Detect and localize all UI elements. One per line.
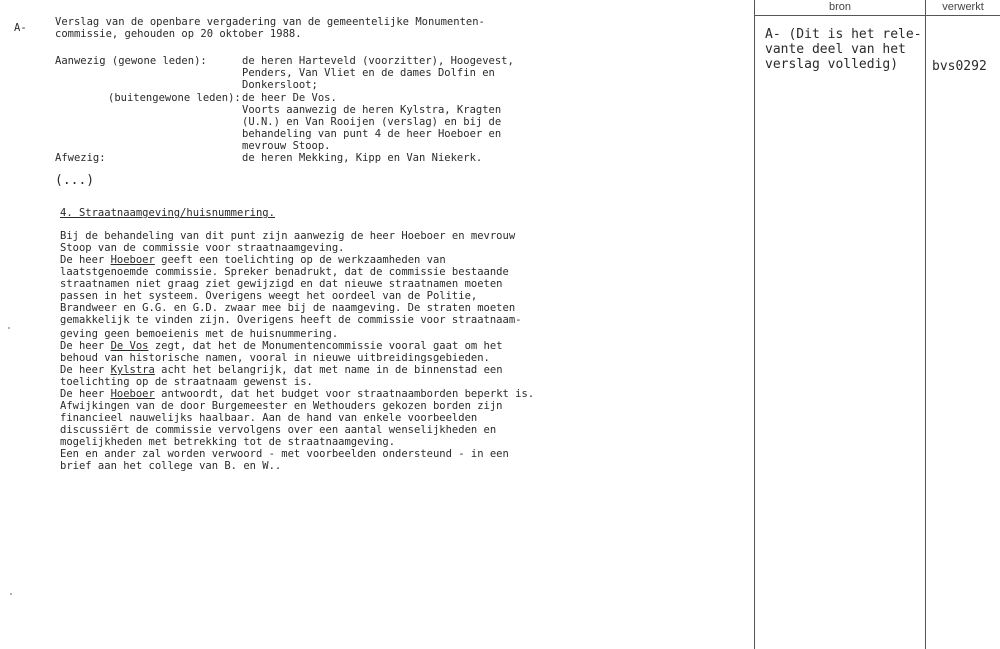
body-line-devos [60,340,503,352]
body-text: De heer [60,254,111,266]
body-line: mogelijkheden met betrekking tot de straatnaamgeving. [60,436,396,448]
attendance-extra-names-3: (U.N.) en Van Rooijen (verslag) en bij de [242,116,502,128]
attendance-regular-names-3: Donkersloot; [242,79,318,91]
body-line: Bij de behandeling van dit punt zijn aanwezig de heer Hoeboer en mevrouw [60,230,516,242]
body-text: acht het belangrijk, dat met name in de binnenstad een [154,364,503,376]
title-line-2: commissie, gehouden op 20 oktober 1988. [55,28,302,40]
ellipsis: (...) [55,173,95,188]
body-line: toelichting op de straatnaam gewenst is. [60,376,313,388]
scan-speck [10,593,12,595]
body-line: financieel nauwelijks haalbaar. Aan de hand van enkele voorbeelden [60,412,478,424]
attendance-extra-names-4: behandeling van punt 4 de heer Hoeboer en [242,128,502,140]
body-line: gemakkelijk te vinden zijn. Overigens heeft de commissie voor straatnaam- [60,314,522,326]
body-line: passen in het systeem. Overigens weegt het oordeel van de Politie, [60,290,478,302]
attendance-regular-names-1: de heren Harteveld (voorzitter), Hoogevest, [242,55,514,67]
attendance-extra-names-2: Voorts aanwezig de heren Kylstra, Kragten [242,104,502,116]
column-divider-bron [754,0,755,649]
body-line: straatnamen niet graag ziet gewijzigd en dat nieuwe straatnamen moeten [60,278,503,290]
speaker-name: Kylstra [110,364,155,376]
body-line-hoeboer-2 [60,388,534,400]
attendance-regular-label: Aanwezig (gewone leden): [55,55,207,67]
speaker-name: Hoeboer [110,388,155,400]
body-line: geving geen bemoeienis met de huisnummering. [60,328,339,340]
body-line: Stoop van de commissie voor straatnaamgeving. [60,242,345,254]
body-line-kylstra [60,364,503,376]
body-text: zegt, dat het de Monumentencommissie vooral gaat om het [148,340,503,352]
body-line: laatstgenoemde commissie. Spreker benadrukt, dat de commissie bestaande [60,266,509,278]
body-text: De heer [60,388,111,400]
attendance-absent-names: de heren Mekking, Kipp en Van Niekerk. [242,152,483,164]
margin-marker: A- [14,22,27,34]
bron-note-line-1: A- (Dit is het rele- [765,27,922,42]
body-line: Afwijkingen van de door Burgemeester en Wethouders gekozen borden zijn [60,400,503,412]
column-divider-verwerkt [925,0,926,649]
bron-note-line-2: vante deel van het [765,42,906,57]
verwerkt-code: bvs0292 [932,59,987,74]
body-line: brief aan het college van B. en W.. [60,460,282,472]
bron-note-line-3: verslag volledig) [765,57,899,72]
speaker-name: Hoeboer [110,254,155,266]
body-line: Een en ander zal worden verwoord - met voorbeelden ondersteund - in een [60,448,509,460]
bron-column-header: bron [828,1,852,13]
attendance-extra-label: (buitengewone leden): [108,92,241,104]
body-line: discussiërt de commissie vervolgens over een aantal wenselijkheden en [60,424,497,436]
body-line-hoeboer-1 [60,254,446,266]
attendance-regular-names-2: Penders, Van Vliet en de dames Dolfin en [242,67,495,79]
body-line: behoud van historische namen, vooral in nieuwe uitbreidingsgebieden. [60,352,490,364]
attendance-extra-names-1: de heer De Vos. [242,92,337,104]
speaker-name: De Vos [110,340,149,352]
body-line: Brandweer en G.G. en G.D. zwaar mee bij de naamgeving. De straten moeten [60,302,516,314]
body-text: De heer [60,364,111,376]
title-line-1: Verslag van de openbare vergadering van de gemeentelijke Monumenten- [55,16,485,28]
verwerkt-column-header: verwerkt [942,1,984,13]
header-divider [754,15,1000,16]
body-text: geeft een toelichting op de werkzaamheden van [154,254,446,266]
section-heading: 4. Straatnaamgeving/huisnummering. [60,207,275,219]
body-text: antwoordt, dat het budget voor straatnaamborden beperkt is. [154,388,535,400]
body-text: De heer [60,340,111,352]
attendance-absent-label: Afwezig: [55,152,106,164]
attendance-extra-names-5: mevrouw Stoop. [242,140,331,152]
scan-speck [8,327,10,329]
